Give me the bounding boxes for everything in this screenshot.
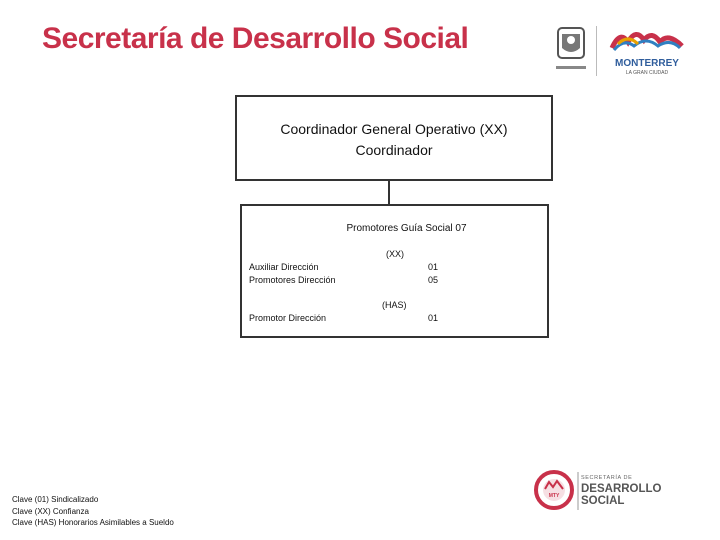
coordinator-box: [235, 95, 553, 181]
row-count-promotores: 05: [428, 275, 439, 285]
connector-line: [388, 181, 390, 205]
logo-divider: [596, 26, 597, 76]
monterrey-logo-text: MONTERREY: [615, 58, 679, 69]
legend-line-1: Clave (01) Sindicalizado: [12, 495, 99, 504]
row-label-auxiliar: Auxiliar Dirección: [249, 262, 319, 272]
monterrey-logo: [612, 34, 682, 76]
row-label-promotores: Promotores Dirección: [249, 275, 336, 285]
desarrollo-social-logo: [534, 468, 674, 514]
monterrey-logo-subtext: LA GRAN CIUDAD: [625, 70, 669, 76]
legend-line-2: Clave (XX) Confianza: [12, 506, 89, 516]
row-count-promotor: 01: [428, 313, 439, 323]
footer-logo-big2: SOCIAL: [581, 495, 625, 507]
row-count-auxiliar: 01: [428, 262, 439, 272]
promoters-title: Promotores Guía Social 07: [346, 223, 467, 234]
section-xx-label: (XX): [386, 249, 404, 259]
footer-logo-small: SECRETARÍA DE: [581, 475, 633, 481]
legend-line-3: Clave (HAS) Honorarios Asimilables a Sueldo: [12, 518, 174, 527]
logos-header: [548, 24, 698, 80]
coordinator-role: Coordinador: [355, 142, 433, 158]
city-seal-icon: [556, 28, 586, 69]
coordinator-title: Coordinador General Operativo (XX): [280, 121, 508, 137]
section-has-label: (HAS): [382, 300, 407, 310]
mty-badge-icon: [536, 472, 572, 508]
legend: [12, 494, 174, 529]
row-label-promotor: Promotor Dirección: [249, 313, 327, 323]
page-title: Secretaría de Desarrollo Social: [42, 22, 469, 55]
footer-logo-big1: DESARROLLO: [581, 483, 662, 495]
mty-badge-text: MTY: [548, 493, 560, 499]
